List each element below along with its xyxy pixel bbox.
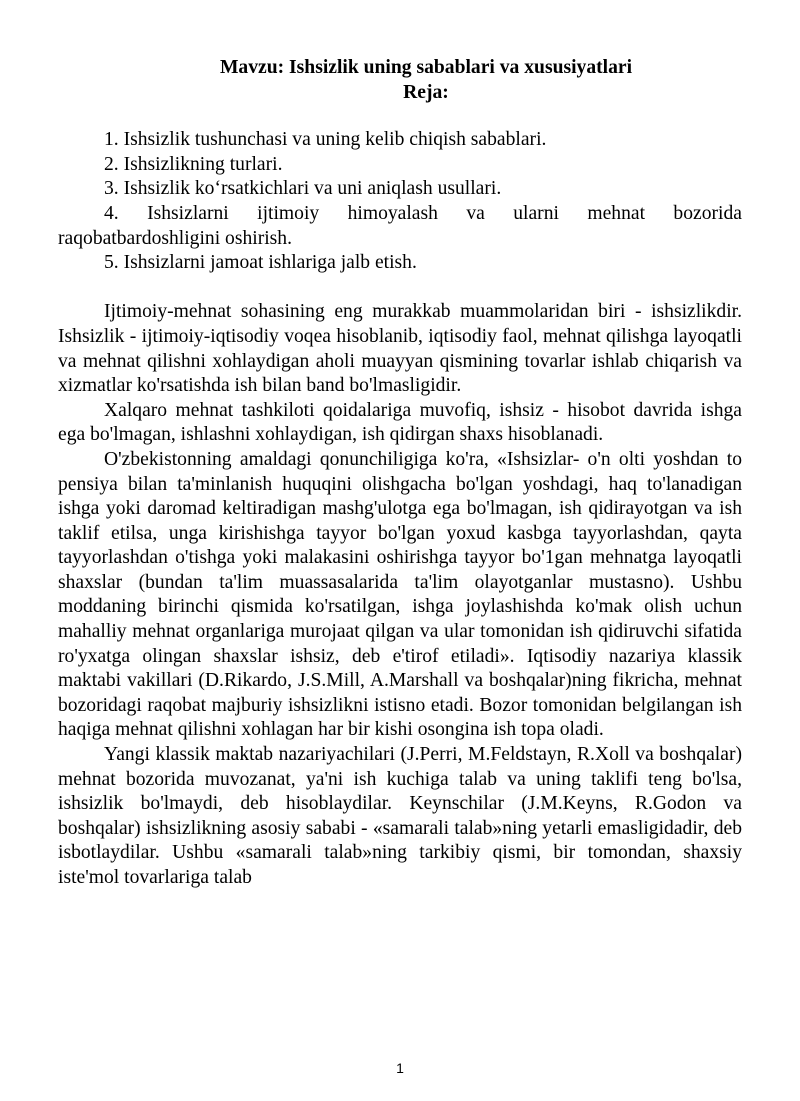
- paragraph: Xalqaro mehnat tashkiloti qoidalariga muvofiq, ishsiz - hisobot davrida ishga ega bo'lmagan, ishlashni xohlaydigan, ish qidirgan shaxs hisoblanadi.: [58, 399, 742, 446]
- plan-item: 5. Ishsizlarni jamoat ishlariga jalb etish.: [104, 252, 417, 274]
- document-title: Mavzu: Ishsizlik uning sabablari va xususiyatlari: [219, 57, 633, 78]
- document-page: [58, 56, 742, 891]
- plan-item: 4. Ishsizlarni ijtimoiy himoyalash va ularni mehnat bozorida raqobatbardoshligini oshirish.: [58, 202, 742, 249]
- paragraph: Yangi klassik maktab nazariyachilari (J.Perri, M.Feldstayn, R.Xoll va boshqalar) mehnat bozorida muvozanat, ya'ni ish kuchiga talab va uning taklifi teng bo'lsa, ishsizlik bo'lmaydi, deb hisoblaydilar. Keynschilar (J.M.Keyns, R.Godon va boshqalar) ishsizlikning asosiy sababi - «samarali talab»ning yetarli emasligidadir, deb isbotlaydilar. Ushbu «samarali talab»ning tarkibiy qismi, bir tomondan, shaxsiy iste'mol tovarlariga talab: [58, 744, 742, 888]
- plan-item: 2. Ishsizlikning turlari.: [104, 153, 283, 175]
- body-text: [58, 300, 742, 890]
- paragraph: O'zbekistonning amaldagi qonunchiligiga ko'ra, «Ishsizlar- o'n olti yoshdan to pensiya bilan ta'minlanish huquqini olishgacha bo'lgan yoshdagi, haq to'lanadigan ishga yoki daromad keltiradigan mashg'ulotga ega bo'lmagan, ish qidirayotgan va ish taklif etilsa, unga kirishishga tayyor bo'lgan yoxud kasbga tayyorlashdan, qayta tayyorlashdan o'tishga yoki malakasini oshirishga tayyor bo'1gan mehnatga layoqatli shaxslar (bundan ta'lim muassasalarida ta'lim olayotganlar mustasno). Ushbu moddaning birinchi qismida ko'rsatilgan, ishga joylashishda ko'mak olish uchun mahalliy mehnat organlariga murojaat qilgan va ular tomonidan ish qidiruvchi sifatida ro'yxatga olingan shaxslar ishsiz, deb e'tirof etiladi». Iqtisodiy nazariya klassik maktabi vakillari (D.Rikardo, J.S.Mill, A.Marshall va boshqalar)ning fikricha, mehnat bozoridagi raqobat majburiy ishsizlikni istisno etadi. Bozor tomonidan belgilangan ish haqiga mehnat qilishni xohlagan har bir kishi osongina ish topa oladi.: [58, 448, 742, 741]
- plan-list: [58, 128, 742, 276]
- plan-item: 3. Ishsizlik koʻrsatkichlari va uni aniqlash usullari.: [104, 178, 502, 200]
- paragraph: Ijtimoiy-mehnat sohasining eng murakkab muammolaridan biri - ishsizlikdir. Ishsizlik - ijtimoiy-iqtisodiy voqea hisoblanib, iqtisodiy faol, mehnat qilishga layoqatli va mehnat qilishni xohlaydigan aholi muayyan qismining tovarlar ishlab chiqarish va xizmatlar ko'rsatishda ish bilan band bo'lmasligidir.: [58, 301, 742, 397]
- page-number: 1: [396, 1060, 404, 1076]
- plan-heading: Reja:: [403, 81, 449, 103]
- plan-item: 1. Ishsizlik tushunchasi va uning kelib chiqish sabablari.: [104, 129, 547, 151]
